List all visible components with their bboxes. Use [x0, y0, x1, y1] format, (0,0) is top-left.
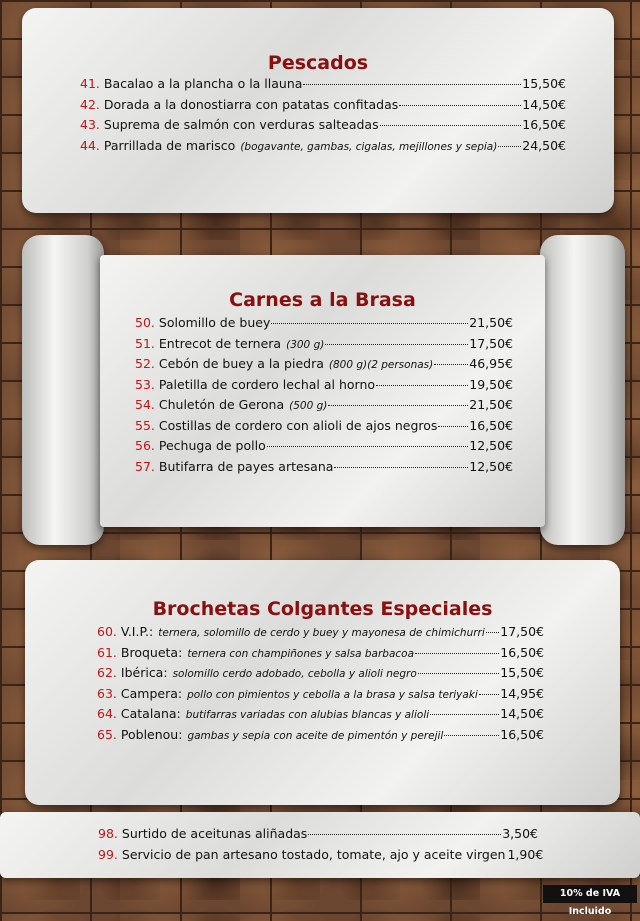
section-title: Brochetas Colgantes Especiales: [152, 598, 493, 620]
item-number: 44.: [80, 137, 100, 153]
item-price: 16,50€: [500, 644, 544, 660]
item-number: 55.: [135, 417, 155, 433]
dotted-leader: [267, 446, 469, 447]
item-number: 60.: [97, 624, 117, 639]
menu-item: [135, 459, 513, 480]
item-name: Suprema de salmón con verduras salteadas: [103, 117, 379, 132]
item-note: gambas y sepia con aceite de pimentón y perejil: [187, 729, 444, 742]
menu-item: [98, 826, 538, 847]
item-price: 46,95€: [469, 356, 513, 371]
dotted-leader: [303, 84, 521, 85]
item-note: solomillo cerdo adobado, cebolla y alioli negro: [172, 668, 417, 680]
extras-panel: [0, 812, 640, 878]
item-number: 54.: [135, 397, 155, 412]
dotted-leader: [444, 735, 499, 736]
menu-item: [97, 624, 544, 645]
item-name: Campera:: [120, 685, 183, 701]
dotted-leader: [376, 385, 468, 386]
item-name: Catalana:: [120, 706, 181, 721]
pescados-panel: [22, 8, 614, 213]
menu-item: [97, 686, 544, 707]
item-number: 61.: [97, 644, 117, 660]
menu-item: [97, 645, 544, 666]
menu-item: [98, 846, 544, 868]
menu-item: [97, 706, 544, 727]
menu-item: [135, 438, 513, 459]
item-note: ternera con champiñones y salsa barbacoa: [187, 647, 415, 660]
tax-note-badge: 10% de IVA Incluido: [543, 885, 637, 903]
item-price: 14,50€: [522, 96, 566, 112]
dotted-leader: [418, 673, 499, 674]
menu-item: [135, 418, 513, 439]
menu-item: [80, 117, 566, 138]
dotted-leader: [271, 323, 468, 324]
item-number: 50.: [135, 315, 155, 330]
item-note: pollo con pimientos y cebolla a la brasa y salsa teriyaki: [187, 688, 478, 701]
item-price: 17,50€: [500, 624, 544, 639]
item-number: 99.: [98, 846, 118, 862]
item-number: 52.: [135, 356, 155, 371]
item-note: (bogavante, gambas, cigalas, mejillones y sepia): [240, 140, 498, 153]
section-title: Pescados: [267, 52, 369, 74]
item-name: Parrillada de marisco: [103, 137, 236, 153]
dotted-leader: [434, 364, 468, 365]
item-price: 21,50€: [469, 397, 513, 412]
item-name: Poblenou:: [120, 726, 183, 742]
item-price: 21,50€: [469, 315, 513, 330]
item-number: 41.: [80, 76, 100, 91]
item-price: 14,50€: [500, 706, 544, 721]
item-name: Paletilla de cordero lechal al horno: [158, 376, 376, 392]
section-title: Carnes a la Brasa: [229, 289, 416, 311]
item-name: Ibérica:: [120, 665, 168, 680]
menu-item: [80, 138, 566, 159]
carnes-panel: [100, 255, 545, 527]
item-note: ternera, solomillo de cerdo y buey y mayonesa de chimichurri: [158, 627, 485, 639]
item-price: 1,90€: [507, 846, 544, 862]
dotted-leader: [308, 834, 501, 835]
item-price: 15,50€: [522, 76, 566, 91]
item-number: 64.: [97, 706, 117, 721]
menu-item: [135, 356, 513, 377]
item-note: (800 g)(2 personas): [328, 359, 434, 371]
item-name: Costillas de cordero con alioli de ajos negros: [158, 417, 438, 433]
item-number: 65.: [97, 726, 117, 742]
item-price: 12,50€: [469, 458, 513, 474]
dotted-leader: [479, 694, 499, 695]
item-price: 16,50€: [469, 417, 513, 433]
item-price: 17,50€: [469, 335, 513, 351]
item-name: Bacalao a la plancha o la llauna: [103, 76, 303, 91]
dotted-leader: [325, 344, 468, 345]
item-note: (300 g): [286, 338, 325, 351]
item-price: 16,50€: [500, 726, 544, 742]
dotted-leader: [334, 467, 468, 468]
item-name: Entrecot de ternera: [158, 335, 282, 351]
brochetas-panel: [25, 560, 620, 805]
item-price: 15,50€: [500, 665, 544, 680]
dotted-leader: [399, 105, 521, 106]
item-note: (500 g): [289, 400, 328, 412]
menu-item: [135, 397, 513, 418]
item-name: Broqueta:: [120, 644, 183, 660]
dotted-leader: [415, 653, 499, 654]
menu-item: [97, 727, 544, 748]
item-note: butifarras variadas con alubias blancas y alioli: [185, 709, 430, 721]
dotted-leader: [380, 125, 522, 126]
item-price: 14,95€: [500, 685, 544, 701]
menu-item: [80, 97, 566, 118]
dotted-leader: [328, 405, 468, 406]
item-number: 51.: [135, 335, 155, 351]
item-name: Servicio de pan artesano tostado, tomate, ajo y aceite virgen: [121, 846, 506, 862]
item-number: 63.: [97, 685, 117, 701]
item-price: 19,50€: [469, 376, 513, 392]
scroll-roll-right: [540, 235, 625, 545]
menu-item: [135, 377, 513, 398]
item-number: 62.: [97, 665, 117, 680]
dotted-leader: [438, 426, 468, 427]
dotted-leader: [430, 714, 499, 715]
item-number: 53.: [135, 376, 155, 392]
item-name: V.I.P.:: [120, 624, 154, 639]
item-price: 16,50€: [522, 117, 566, 132]
dotted-leader: [486, 632, 499, 633]
item-number: 56.: [135, 438, 155, 453]
item-price: 12,50€: [469, 438, 513, 453]
item-name: Pechuga de pollo: [158, 438, 266, 453]
item-number: 43.: [80, 117, 100, 132]
item-number: 98.: [98, 826, 118, 841]
item-name: Butifarra de payes artesana: [158, 458, 334, 474]
item-name: Dorada a la donostiarra con patatas confitadas: [103, 96, 399, 112]
menu-item: [135, 336, 513, 357]
item-number: 42.: [80, 96, 100, 112]
menu-item: [97, 665, 544, 686]
item-name: Cebón de buey a la piedra: [158, 356, 324, 371]
dotted-leader: [498, 146, 521, 147]
item-name: Solomillo de buey: [158, 315, 271, 330]
scroll-roll-left: [22, 235, 104, 545]
item-price: 3,50€: [502, 826, 538, 841]
menu-item: [80, 76, 566, 97]
item-name: Surtido de aceitunas aliñadas: [121, 826, 308, 841]
item-price: 24,50€: [522, 137, 566, 153]
item-name: Chuletón de Gerona: [158, 397, 285, 412]
menu-item: [135, 315, 513, 336]
item-number: 57.: [135, 458, 155, 474]
